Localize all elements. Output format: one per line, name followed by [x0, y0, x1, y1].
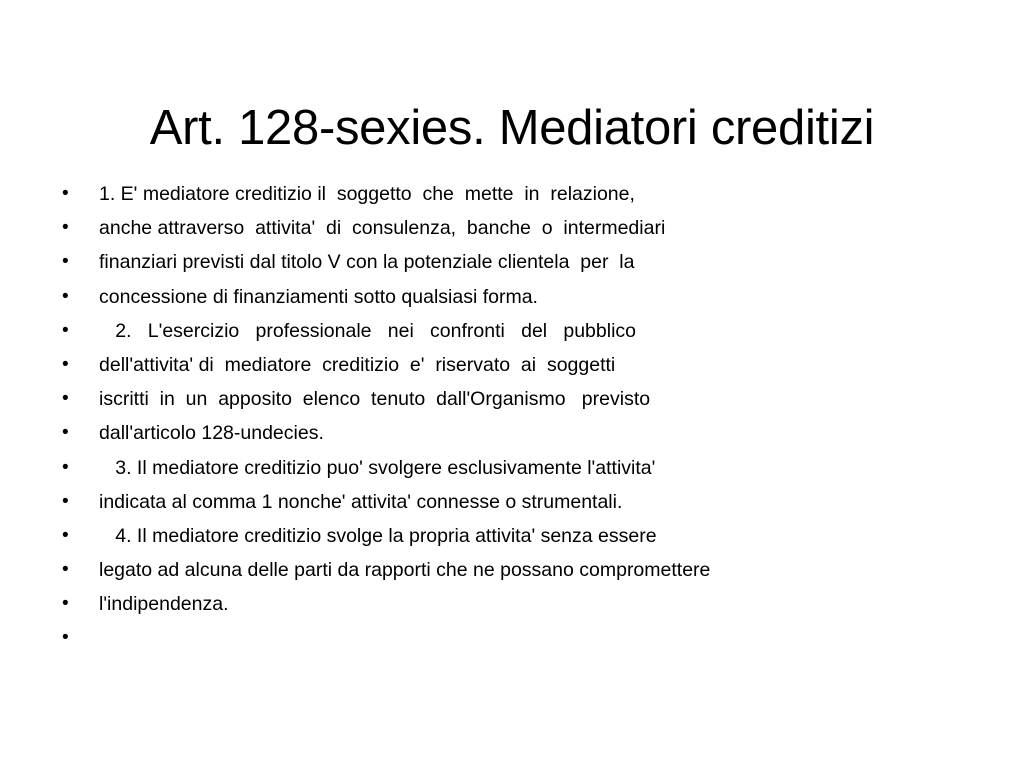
bullet-text: indicata al comma 1 nonche' attivita' connesse o strumentali.	[99, 490, 623, 513]
bullet-item	[57, 587, 997, 621]
bullet-list	[57, 177, 997, 656]
bullet-item	[57, 553, 997, 587]
bullet-point-icon: •	[62, 251, 69, 273]
bullet-item	[57, 451, 997, 485]
bullet-point-icon: •	[62, 490, 69, 512]
bullet-item	[57, 348, 997, 382]
bullet-text: finanziari previsti dal titolo V con la potenziale clientela per la	[99, 251, 635, 274]
bullet-item	[57, 519, 997, 553]
bullet-item	[57, 245, 997, 279]
bullet-item	[57, 416, 997, 450]
bullet-point-icon: •	[62, 627, 69, 649]
bullet-point-icon: •	[62, 319, 69, 341]
bullet-item	[57, 177, 997, 211]
bullet-text: 3. Il mediatore creditizio puo' svolgere esclusivamente l'attivita'	[99, 456, 656, 479]
bullet-text: 2. L'esercizio professionale nei confronti del pubblico	[99, 319, 637, 342]
bullet-point-icon: •	[62, 524, 69, 546]
bullet-item	[57, 621, 997, 655]
slide-title: Art. 128-sexies. Mediatori creditizi	[149, 100, 875, 155]
bullet-text: dell'attivita' di mediatore creditizio e' riservato ai soggetti	[99, 353, 616, 376]
bullet-item	[57, 314, 997, 348]
bullet-text: 1. E' mediatore creditizio il soggetto che mette in relazione,	[99, 183, 635, 205]
bullet-point-icon: •	[62, 183, 69, 204]
bullet-text: l'indipendenza.	[99, 593, 229, 616]
bullet-item	[57, 382, 997, 416]
bullet-point-icon: •	[62, 285, 69, 307]
bullet-text: anche attraverso attivita' di consulenza, banche o intermediari	[99, 217, 666, 240]
bullet-point-icon: •	[62, 388, 69, 410]
bullet-text: 4. Il mediatore creditizio svolge la propria attivita' senza essere	[99, 524, 657, 547]
bullet-point-icon: •	[62, 456, 69, 478]
bullet-text: iscritti in un apposito elenco tenuto dall'Organismo previsto	[99, 388, 651, 411]
bullet-item	[57, 211, 997, 245]
bullet-text: dall'articolo 128-undecies.	[99, 422, 324, 445]
bullet-point-icon: •	[62, 353, 69, 375]
bullet-point-icon: •	[62, 217, 69, 239]
bullet-point-icon: •	[62, 593, 69, 615]
bullet-point-icon: •	[62, 422, 69, 444]
bullet-item	[57, 280, 997, 314]
bullet-text: concessione di finanziamenti sotto qualsiasi forma.	[99, 285, 538, 308]
bullet-point-icon: •	[62, 559, 69, 581]
bullet-item	[57, 485, 997, 519]
bullet-text: legato ad alcuna delle parti da rapporti che ne possano compromettere	[99, 559, 711, 582]
